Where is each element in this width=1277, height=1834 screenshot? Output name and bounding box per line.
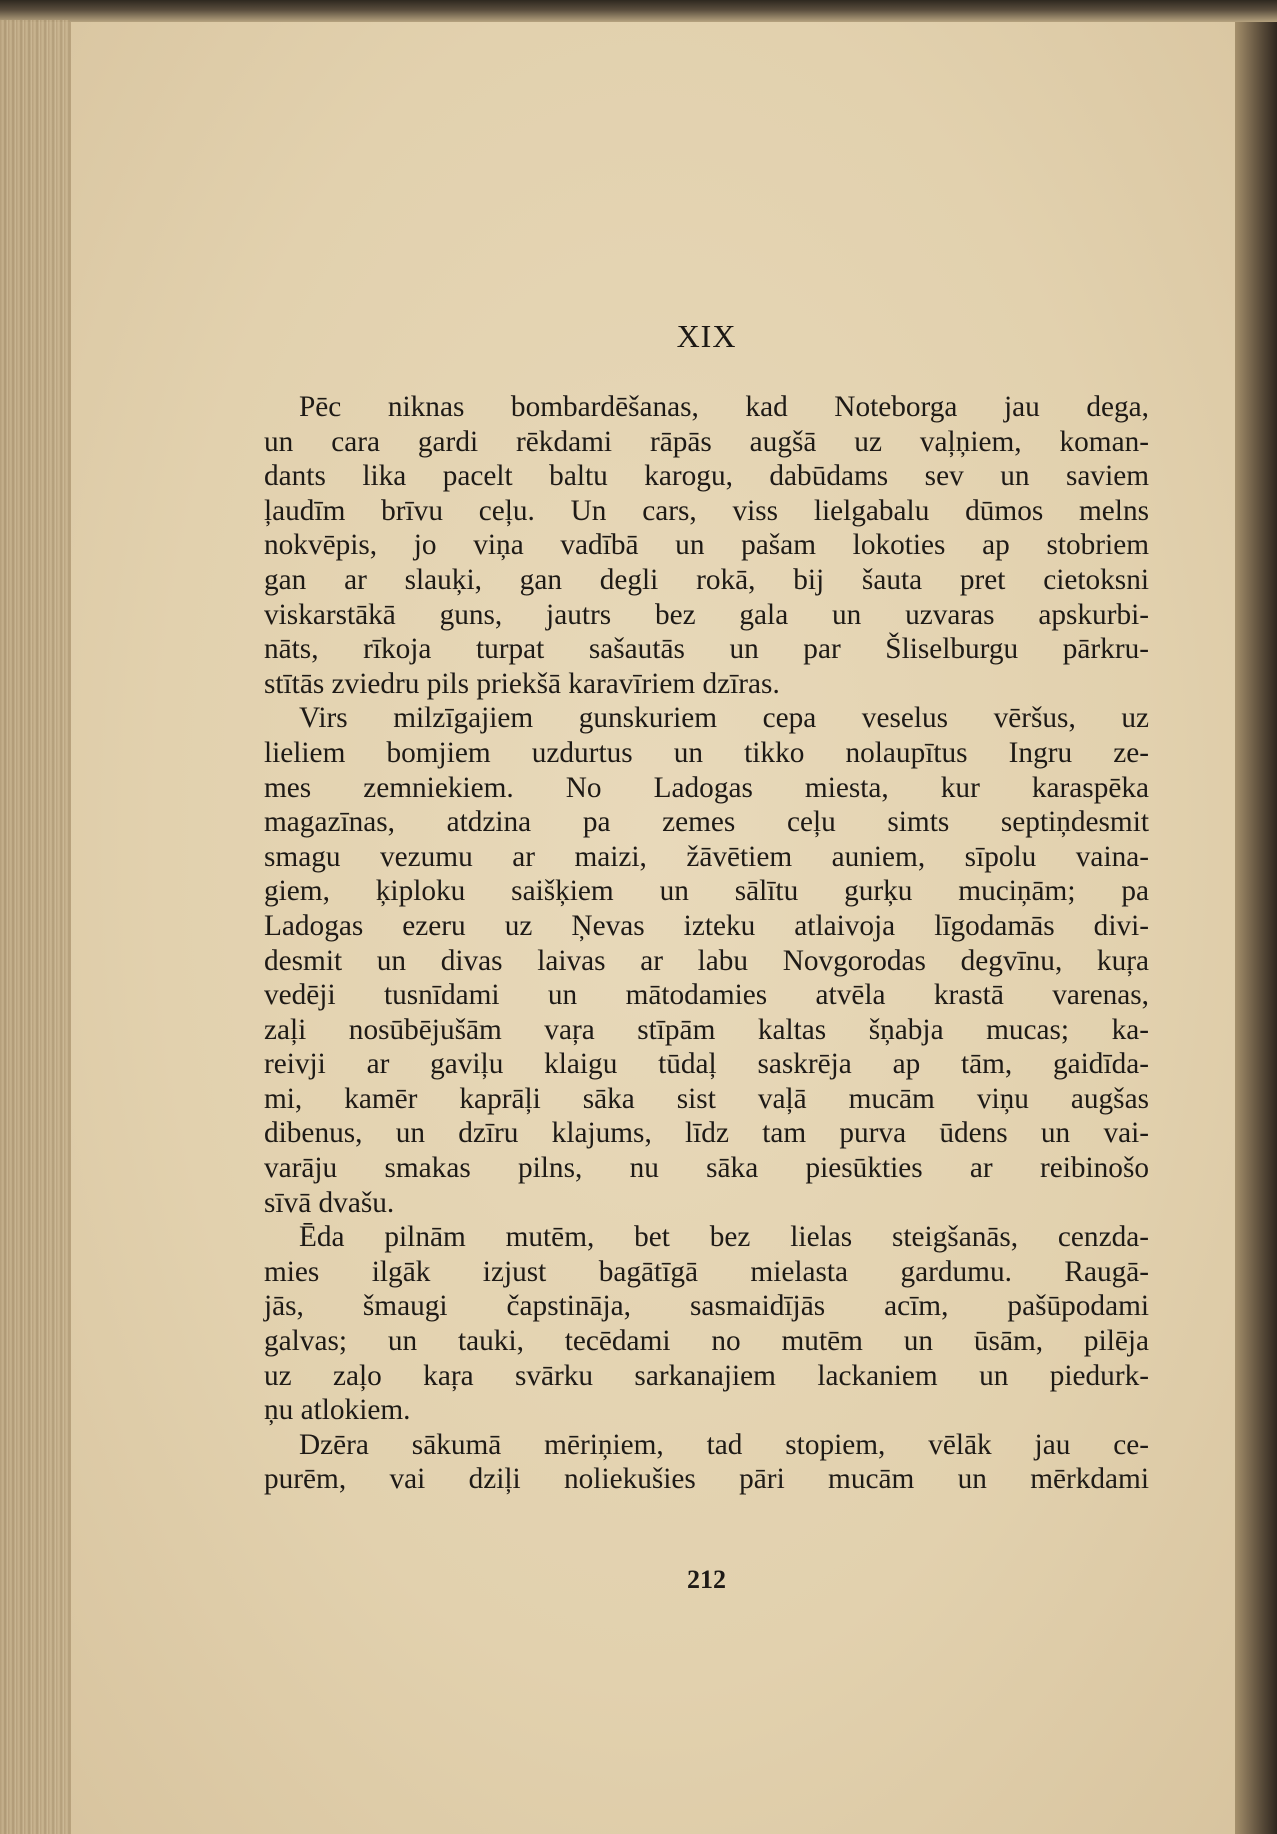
text-line: viskarstākā guns, jautrs bez gala un uzvaras apskurbi- [264, 598, 1149, 631]
book-top-edge [0, 0, 1277, 22]
text-line: dants lika pacelt baltu karogu, dabūdams sev un saviem [264, 460, 1149, 493]
text-line: Virs milzīgajiem gunskuriem cepa veselus vēršus, uz [299, 702, 1149, 735]
text-line: smagu vezumu ar maizi, žāvētiem auniem, sīpolu vaina- [264, 840, 1149, 873]
text-line: magazīnas, atdzina pa zemes ceļu simts septiņdesmit [264, 806, 1149, 839]
text-line: lieliem bomjiem uzdurtus un tikko nolaupītus Ingru ze- [264, 736, 1149, 769]
text-line: stītās zviedru pils priekšā karavīriem dzīras. [264, 667, 780, 700]
text-line: vedēji tusnīdami un mātodamies atvēla krastā varenas, [264, 979, 1149, 1012]
text-line: galvas; un tauki, tecēdami no mutēm un ūsām, pilēja [264, 1325, 1149, 1358]
book-gutter-shadow [1235, 22, 1277, 1834]
text-line: reivji ar gaviļu klaigu tūdaļ saskrēja ap tām, gaidīda- [264, 1048, 1149, 1081]
text-line: mies ilgāk izjust bagātīgā mielasta gardumu. Raugā- [264, 1255, 1149, 1288]
text-line: varāju smakas pilns, nu sāka piesūkties ar reibinošo [264, 1152, 1149, 1185]
text-line: un cara gardi rēkdami rāpās augšā uz vaļņiem, koman- [264, 425, 1149, 458]
text-line: zaļi nosūbējušām vaŗa stīpām kaltas šņabja mucas; ka- [264, 1013, 1149, 1046]
text-line: Ladogas ezeru uz Ņevas izteku atlaivoja līgodamās divi- [264, 909, 1149, 942]
text-line: nāts, rīkoja turpat sašautās un par Šliselburgu pārkru- [264, 633, 1149, 666]
text-line: purēm, vai dziļi noliekušies pāri mucām un mērkdami [264, 1463, 1149, 1496]
text-line: Pēc niknas bombardēšanas, kad Noteborga jau dega, [299, 391, 1149, 423]
text-line: sīvā dvašu. [264, 1186, 395, 1219]
text-line: uz zaļo kaŗa svārku sarkanajiem lackaniem un piedurk- [264, 1359, 1149, 1392]
text-line: giem, ķiploku saišķiem un sālītu gurķu muciņām; pa [264, 875, 1149, 908]
page-stack-edge [0, 20, 70, 1834]
text-line: desmit un divas laivas ar labu Novgorodas degvīnu, kuŗa [264, 944, 1149, 977]
text-line: ņu atlokiem. [264, 1394, 411, 1427]
text-line: jās, šmaugi čapstināja, sasmaidījās acīm, pašūpodami [264, 1290, 1149, 1323]
chapter-heading: XIX [676, 318, 737, 354]
text-line: mes zemniekiem. No Ladogas miesta, kur karaspēka [264, 771, 1149, 804]
text-line: Ēda pilnām mutēm, bet bez lielas steigšanās, cenzda- [299, 1221, 1149, 1254]
text-line: nokvēpis, jo viņa vadībā un pašam lokoties ap stobriem [264, 529, 1149, 562]
text-line: mi, kamēr kaprāļi sāka sist vaļā mucām viņu augšas [264, 1082, 1149, 1115]
text-line: dibenus, un dzīru klajums, līdz tam purva ūdens un vai- [264, 1117, 1149, 1150]
text-line: Dzēra sākumā mēriņiem, tad stopiem, vēlāk jau ce- [299, 1428, 1149, 1461]
text-line: gan ar slauķi, gan degli rokā, bij šauta pret cietoksni [264, 563, 1149, 596]
text-line: ļaudīm brīvu ceļu. Un cars, viss lielgabalu dūmos melns [264, 494, 1149, 527]
page-number: 212 [687, 1565, 726, 1594]
body-text [264, 390, 1149, 1497]
